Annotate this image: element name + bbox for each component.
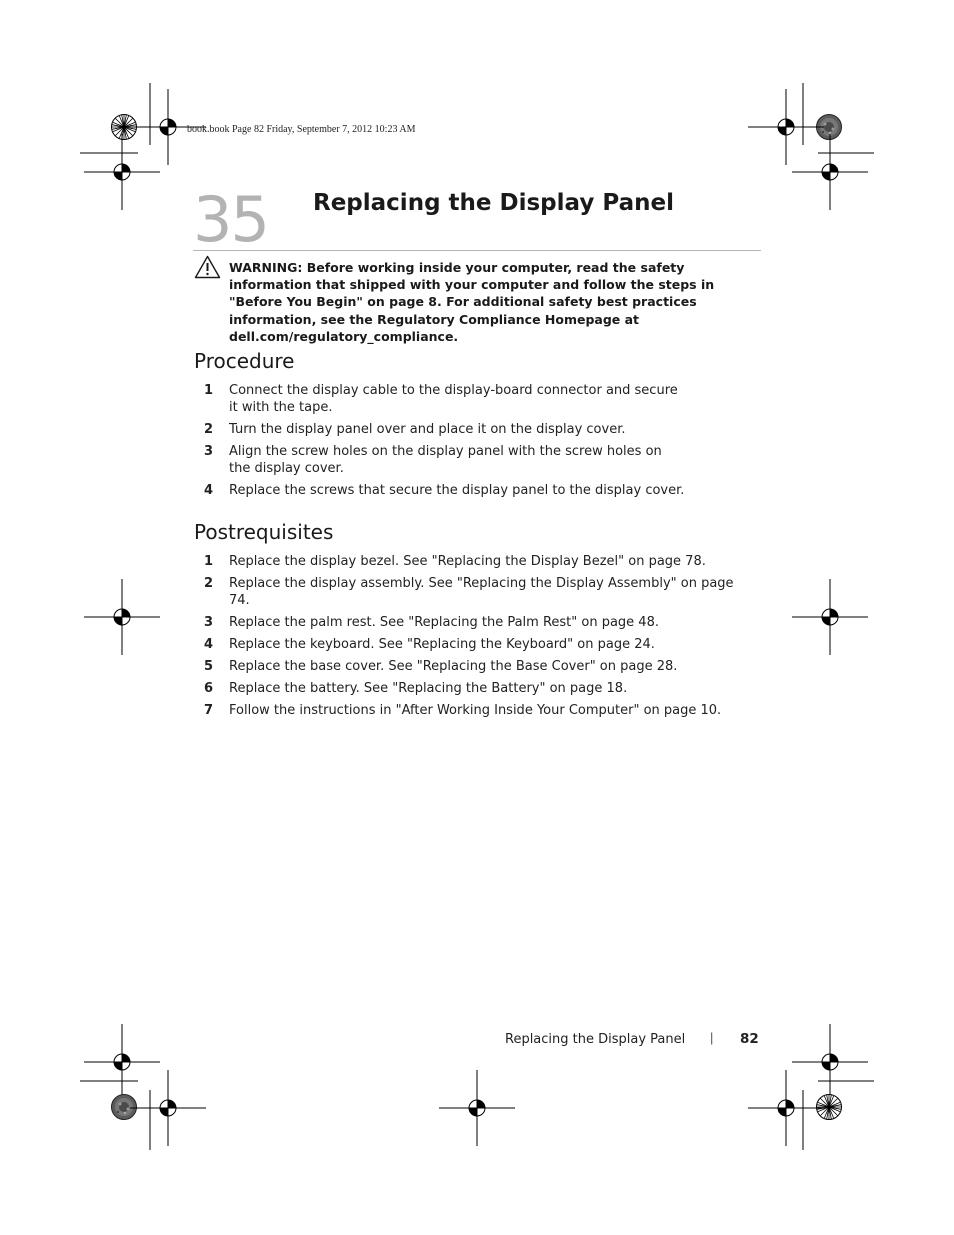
step-text: Replace the keyboard. See "Replacing the Keyboard" on page 24.: [229, 637, 655, 652]
list-item: [194, 553, 754, 575]
warning-notice: WARNING: Before working inside your computer, read the safety information that shipped with your computer and follow the steps in "Before You Begin" on page 8. For additional safety best practices information, see the Regulatory Compliance Homepage at dell.com/regulatory_compliance.: [229, 260, 715, 344]
step-number: 7: [204, 703, 214, 718]
postrequisites-heading: Postrequisites: [194, 520, 334, 544]
procedure-list: [194, 382, 754, 499]
step-number: 4: [204, 483, 214, 498]
page-number: 82: [740, 1031, 759, 1047]
list-item: [194, 575, 754, 614]
step-number: 2: [204, 576, 214, 591]
step-number: 5: [204, 659, 214, 674]
step-text: Connect the display cable to the display-board connector and secure it with the tape.: [229, 383, 678, 415]
step-text: Replace the display bezel. See "Replacing the Display Bezel" on page 78.: [229, 554, 706, 569]
step-number: 1: [204, 383, 214, 398]
list-item: [194, 702, 754, 719]
step-text: Replace the palm rest. See "Replacing the Palm Rest" on page 48.: [229, 615, 659, 630]
step-text: Follow the instructions in "After Working Inside Your Computer" on page 10.: [229, 703, 722, 718]
list-item: [194, 680, 754, 702]
list-item: [194, 421, 754, 443]
list-item: [194, 658, 754, 680]
list-item: [194, 382, 685, 421]
step-number: 6: [204, 681, 214, 696]
step-text: Turn the display panel over and place it on the display cover.: [229, 422, 626, 437]
list-item: [194, 614, 754, 636]
step-text: Replace the screws that secure the display panel to the display cover.: [229, 483, 685, 498]
warning-icon: [194, 255, 221, 279]
step-number: 2: [204, 422, 214, 437]
step-text: Replace the battery. See "Replacing the Battery" on page 18.: [229, 681, 628, 696]
step-text: Align the screw holes on the display panel with the screw holes on the display cover.: [229, 444, 662, 476]
step-text: Replace the display assembly. See "Replacing the Display Assembly" on page 74.: [229, 576, 734, 608]
list-item: [194, 636, 754, 658]
footer-chapter-title: Replacing the Display Panel: [505, 1032, 686, 1047]
step-number: 3: [204, 444, 214, 459]
step-number: 1: [204, 554, 214, 569]
title-divider: [193, 250, 761, 251]
page-title: Replacing the Display Panel: [313, 190, 674, 216]
chapter-number: 35: [193, 183, 268, 256]
print-header: book.book Page 82 Friday, September 7, 2012 10:23 AM: [187, 124, 416, 135]
step-text: Replace the base cover. See "Replacing the Base Cover" on page 28.: [229, 659, 678, 674]
procedure-heading: Procedure: [194, 349, 295, 373]
step-number: 4: [204, 637, 214, 652]
step-number: 3: [204, 615, 214, 630]
list-item: [194, 443, 685, 482]
footer-separator: |: [710, 1030, 714, 1045]
postrequisites-list: [194, 553, 754, 719]
list-item: [194, 482, 754, 499]
